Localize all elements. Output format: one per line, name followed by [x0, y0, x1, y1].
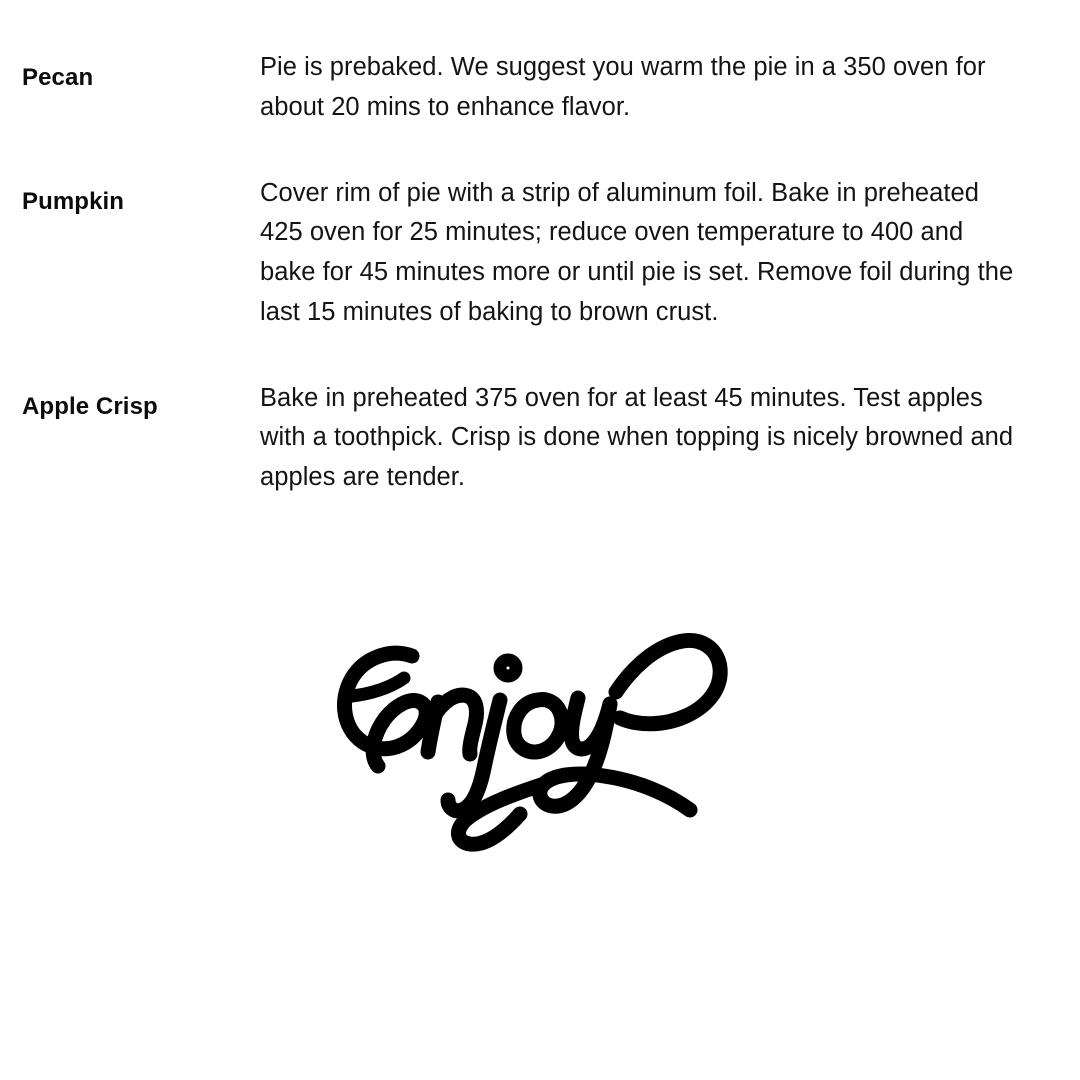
instruction-label: Pumpkin [22, 187, 125, 215]
instruction-row-pecan [22, 48, 1020, 128]
instruction-label: Pecan [22, 64, 94, 91]
instruction-text: Cover rim of pie with a strip of aluminum foil. Bake in preheated 425 oven for 25 minutes; reduce oven temperature to 400 and bake for 45 minutes more or until pie is set. Remove foil during the last 15 minutes of baking to brown crust. [260, 178, 1014, 326]
enjoy-script-lettering-icon [286, 560, 756, 860]
closing-lettering-block [22, 560, 1020, 860]
instructions-list [22, 48, 1020, 498]
instruction-text: Bake in preheated 375 oven for at least 45 minutes. Test apples with a toothpick. Crisp is done when topping is nicely browned and apples are tender. [260, 383, 1014, 492]
instruction-row-pumpkin [22, 174, 1020, 333]
instruction-label: Apple Crisp [22, 392, 158, 420]
instruction-text: Pie is prebaked. We suggest you warm the pie in a 350 oven for about 20 mins to enhance flavor. [260, 53, 986, 121]
instruction-row-apple-crisp [22, 379, 1020, 498]
